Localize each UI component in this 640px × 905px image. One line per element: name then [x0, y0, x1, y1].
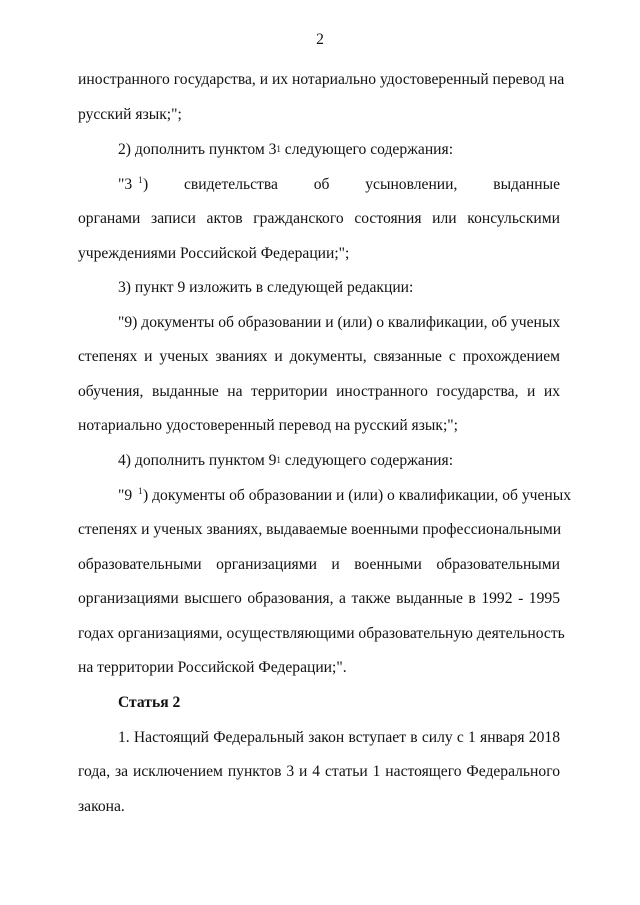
list-item-3: 3) пункт 9 изложить в следующей редакции: — [118, 279, 414, 296]
text-line: степенях и ученых званиях, выдаваемые военными профессиональными — [78, 521, 562, 538]
text-line: годах организациями, осуществляющими образовательную деятельность — [78, 625, 565, 642]
text-line: образовательными организациями и военными образовательными — [78, 556, 560, 573]
text-line: года, за исключением пунктов 3 и 4 статьи 1 настоящего Федерального — [78, 763, 560, 780]
document-page: 2 иностранного государства, и их нотариально удостоверенный перевод на русский язык;"; 2) дополнить пунктом $3^1$ следующего содержания: "3 1 ) свидетельства об усыновлении, выданные органами записи актов гражданского состояния или консульскими учреждениями Российской Федерации;"; 3) пункт 9 изложить в следующей редакции: "9) документы об образовании и (или) о квалификации, об ученых степенях и ученых званиях и документы, связанные с прохождением обучения, выданные на территории иностранного государства, и их нотариально удостоверенный перевод на русский язык;"; 4) дополнить пунктом $9^1$ следующего содержания: "9 1 ) документы об образовании и (или) о квалификации, об ученых степенях и ученых званиях, выдаваемые военными профессиональными образовательными организациями и военными образовательными организациями высшего образования, а также выданные в 1992 - 1995 годах организациями, осуществляющими образовательную деятельность на территории Российской Федерации;". Статья 2 1. Настоящий Федеральный закон вступает в силу с 1 января 2018 года, за исключением пунктов 3 и 4 статьи 1 настоящего Федерального закона. — [0, 0, 640, 905]
text-line: "9) документы об образовании и (или) о квалификации, об ученых — [118, 314, 561, 331]
text-line: органами записи актов гражданского состояния или консульскими — [78, 210, 560, 227]
text-line: организациями высшего образования, а также выданные в 1992 - 1995 — [78, 590, 560, 607]
text-line: на территории Российской Федерации;". — [78, 659, 347, 676]
text-line: нотариально удостоверенный перевод на русский язык;"; — [78, 417, 458, 434]
text-line: русский язык;"; — [78, 106, 182, 123]
text-line: обучения, выданные на территории иностранного государства, и их — [78, 383, 560, 400]
text-line: иностранного государства, и их нотариально удостоверенный перевод на — [78, 71, 565, 88]
list-item-4: 4) дополнить пунктом $9^1$ следующего содержания: — [118, 452, 454, 469]
page-number: 2 — [316, 31, 324, 48]
text-line: степенях и ученых званиях и документы, связанные с прохождением — [78, 348, 560, 365]
text-line: 1. Настоящий Федеральный закон вступает в силу с 1 января 2018 — [118, 729, 560, 746]
text-line: учреждениями Российской Федерации;"; — [78, 245, 350, 262]
text-line: закона. — [78, 798, 125, 815]
list-item-2: 2) дополнить пунктом $3^1$ следующего содержания: — [118, 141, 454, 158]
article-heading: Статья 2 — [118, 694, 181, 711]
